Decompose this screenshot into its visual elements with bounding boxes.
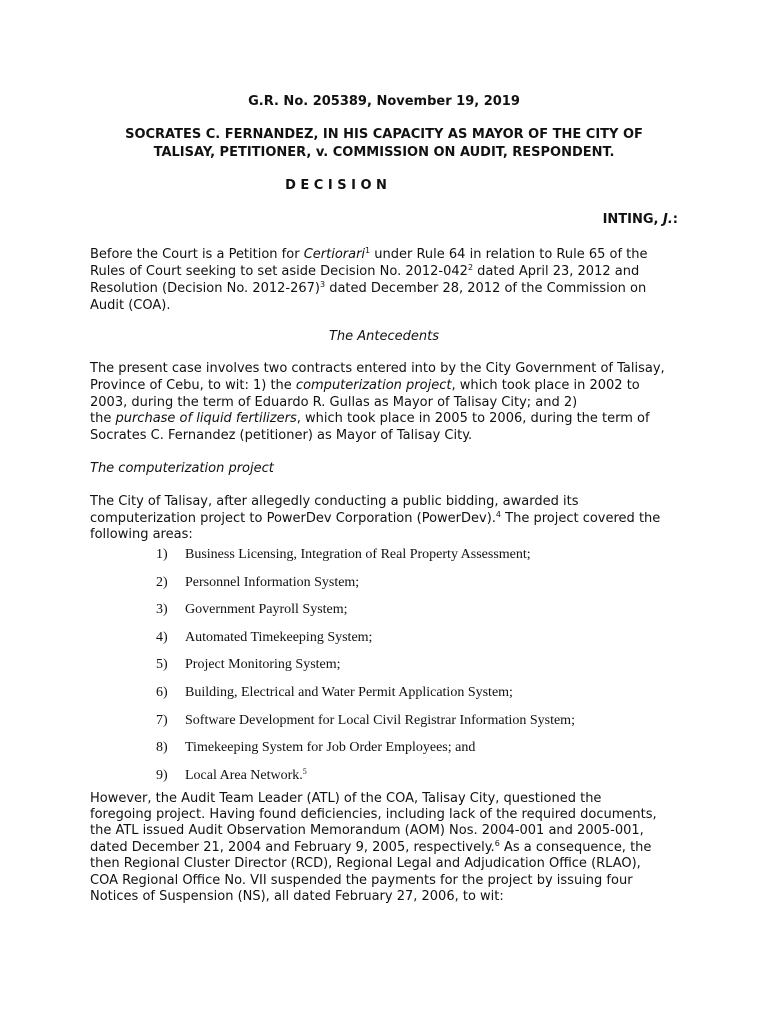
computerization-heading: The computerization project bbox=[90, 461, 274, 476]
list-item: 1) Business Licensing, Integration of Real Property Assessment; bbox=[156, 547, 531, 562]
document-page: G.R. No. 205389, November 19, 2019 SOCRATES C. FERNANDEZ, IN HIS CAPACITY AS MAYOR OF THE CITY OF TALISAY, PETITIONER, v. COMMISSION ON AUDIT, RESPONDENT. D E C I S I O N INTING, J.: Before the Court is a Petition for Certiorari$^1$ under Rule 64 in relation to Rule 65 of the Rules of Court seeking to set aside Decision No. $2012-042^2$ dated April 23, 2012 and Resolution (Decision No. 2012-267)$^3$ dated December 28, 2012 of the Commission on Audit (COA). The Antecedents The present case involves two contracts entered into by the City Government of Talisay, Province of Cebu, to wit: 1) the computerization project, which took place in 2002 to 2003, during the term of Eduardo R. Gullas as Mayor of Talisay City; and 2) the purchase of liquid fertilizers, which took place in 2005 to 2006, during the term of Socrates C. Fernandez (petitioner) as Mayor of Talisay City. The computerization project The City of Talisay, after allegedly conducting a public bidding, awarded its computerization project to PowerDev Corporation (PowerDev).$^4$ The project covered the following areas: 1) Business Licensing, Integration of Real Property Assessment; 2) Personnel Information System; 3) Government Payroll System; 4) Automated Timekeeping System; 5) Project Monitoring System; 6) Building, Electrical and Water Permit Application System; 7) Software Development for Local Civil Registrar Information System; 8) Timekeeping System for Job Order Employees; and 9) Local Area Network.$^5$ However, the Audit Team Leader (ATL) of the COA, Talisay City, questioned the foregoing project. Having found deficiencies, including lack of the required documents, the ATL issued Audit Observation Memorandum (AOM) Nos. 2004-001 and 2005-001, dated December 21, 2004 and February 9, 2005, respectively.$^6$ As a consequence, the then Regional Cluster Director (RCD), Regional Legal and Adjudication Office (RLAO), COA Regional Office No. VII suspended the payments for the project by issuing four Notices of Suspension (NS), all dated February 27, 2006, to wit: bbox=[0, 0, 768, 1024]
decision-heading: D E C I S I O N bbox=[285, 178, 387, 193]
list-item: 6) Building, Electrical and Water Permit Application System; bbox=[156, 685, 513, 700]
footnote-ref: 4 bbox=[495, 510, 502, 519]
footnote-ref: 1 bbox=[365, 246, 371, 255]
case-title-line-1: SOCRATES C. FERNANDEZ, IN HIS CAPACITY AS MAYOR OF THE CITY OF bbox=[125, 127, 643, 142]
footnote-ref: 5 bbox=[302, 767, 307, 776]
case-title-line-2: TALISAY, PETITIONER, v. COMMISSION ON AUDIT, RESPONDENT. bbox=[153, 145, 615, 160]
footnote-ref: 2 bbox=[467, 263, 474, 272]
list-item: 2) Personnel Information System; bbox=[156, 575, 360, 590]
footnote-ref: 6 bbox=[494, 839, 500, 848]
list-item: 8) Timekeeping System for Job Order Employees; and bbox=[156, 740, 476, 755]
list-item: 7) Software Development for Local Civil Registrar Information System; bbox=[156, 713, 575, 728]
footnote-ref: 3 bbox=[319, 280, 326, 289]
list-item: 5) Project Monitoring System; bbox=[156, 657, 341, 672]
list-item: 3) Government Payroll System; bbox=[156, 602, 348, 617]
antecedents-heading: The Antecedents bbox=[328, 329, 440, 344]
list-item: 4) Automated Timekeeping System; bbox=[156, 630, 373, 645]
ponente: INTING, J.: bbox=[602, 212, 678, 227]
case-number: G.R. No. 205389, November 19, 2019 bbox=[248, 94, 520, 109]
list-item: 9) Local Area Network.$^5$ bbox=[156, 767, 307, 783]
